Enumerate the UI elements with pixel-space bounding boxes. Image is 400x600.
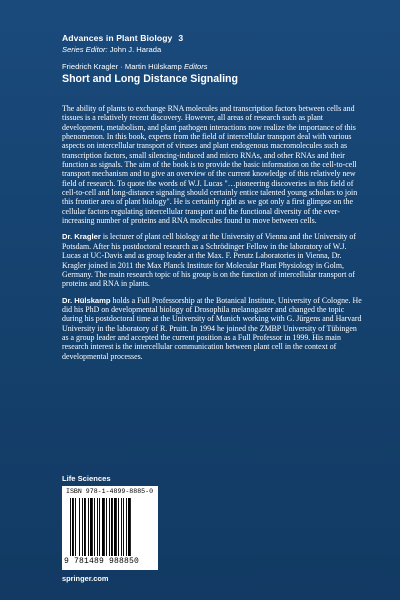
blurb-text [62, 104, 364, 368]
series-editor [62, 45, 161, 54]
book-title: Short and Long Distance Signaling [62, 73, 238, 85]
barcode-icon [70, 498, 152, 556]
bio-lead: Dr. Kragler [62, 232, 101, 242]
book-editors [62, 62, 208, 71]
series-heading [62, 33, 183, 43]
series-number: 3 [178, 33, 184, 43]
isbn-barcode [62, 486, 158, 570]
editors-label: Editors [183, 62, 208, 71]
subject-category: Life Sciences [62, 474, 111, 483]
editor-names: Friedrich Kragler · Martin Hülskamp [62, 62, 182, 71]
bio-text: is lecturer of plant cell biology at the University of Vienna and the University of Potsdam. After his postdoctoral research as a Schrödinger Fellow in the laboratory of W.J. Lucas at UC-Davis and as group leader at the Max. F. Perutz Laboratories in Vienna, Dr. Kragler joined in 2011 the Max Planck Institute for Molecular Plant Physiology in Golm, Germany. The main research topic of his group is on the function of intercellular transport of proteins and RNA in plants. [62, 232, 356, 289]
bio-text: holds a Full Professorship at the Botanical Institute, University of Cologne. He did his PhD on developmental biology of Drosophila melanogaster and changed the topic during his postdoctoral time at the University of Munich working with G. Jürgens and Harvard University in the laboratory of R. Pruitt. In 1994 he joined the ZMBP University of Tübingen as a group leader and accepted the current position as a Full Professor in 1999. His main research interest is the intercellular communication between plant cell in the context of developmental processes. [62, 295, 362, 361]
series-editor-name: John J. Harada [109, 45, 162, 54]
paragraph-text: The ability of plants to exchange RNA molecules and transcription factors between cells and tissues is a relatively recent discovery. However, all areas of research such as plant development, metabolism, and plant pathogen interactions now realize the importance of this phenomenon. In this book, experts from the field of intercellular transport deal with various aspects on intercellular transport of viruses and plant endogenous macromolecules such as transcription factors, small silencing-induced and micro RNAs, and other RNAs and their function as signals. The aim of the book is to provide the basic information on the cell-to-cell transport mechanism and to give an overview of the current knowledge of this relatively new field of research. To quote the words of W.J. Lucas "…pioneering discoveries in this field of cell-to-cell and long-distance signaling should certainly entice talented young scholars to join this frontier area of plant biology". He is certainly right as we got only a first glimpse on the cellular factors regulating intercellular transport and the functional diversity of the ever-increasing number of proteins and RNA molecules found to move between cells. [62, 104, 358, 226]
kragler-bio [62, 232, 364, 288]
publisher-url: springer.com [62, 574, 109, 583]
bio-lead: Dr. Hülskamp [62, 295, 111, 305]
barcode-digits: 9 781489 988850 [64, 557, 140, 566]
hulskamp-bio [62, 296, 364, 361]
isbn-number: ISBN 978-1-4899-8885-0 [66, 488, 154, 495]
blurb-paragraph [62, 104, 364, 225]
series-editor-label: Series Editor: [62, 45, 108, 54]
series-name: Advances in Plant Biology [62, 33, 173, 43]
